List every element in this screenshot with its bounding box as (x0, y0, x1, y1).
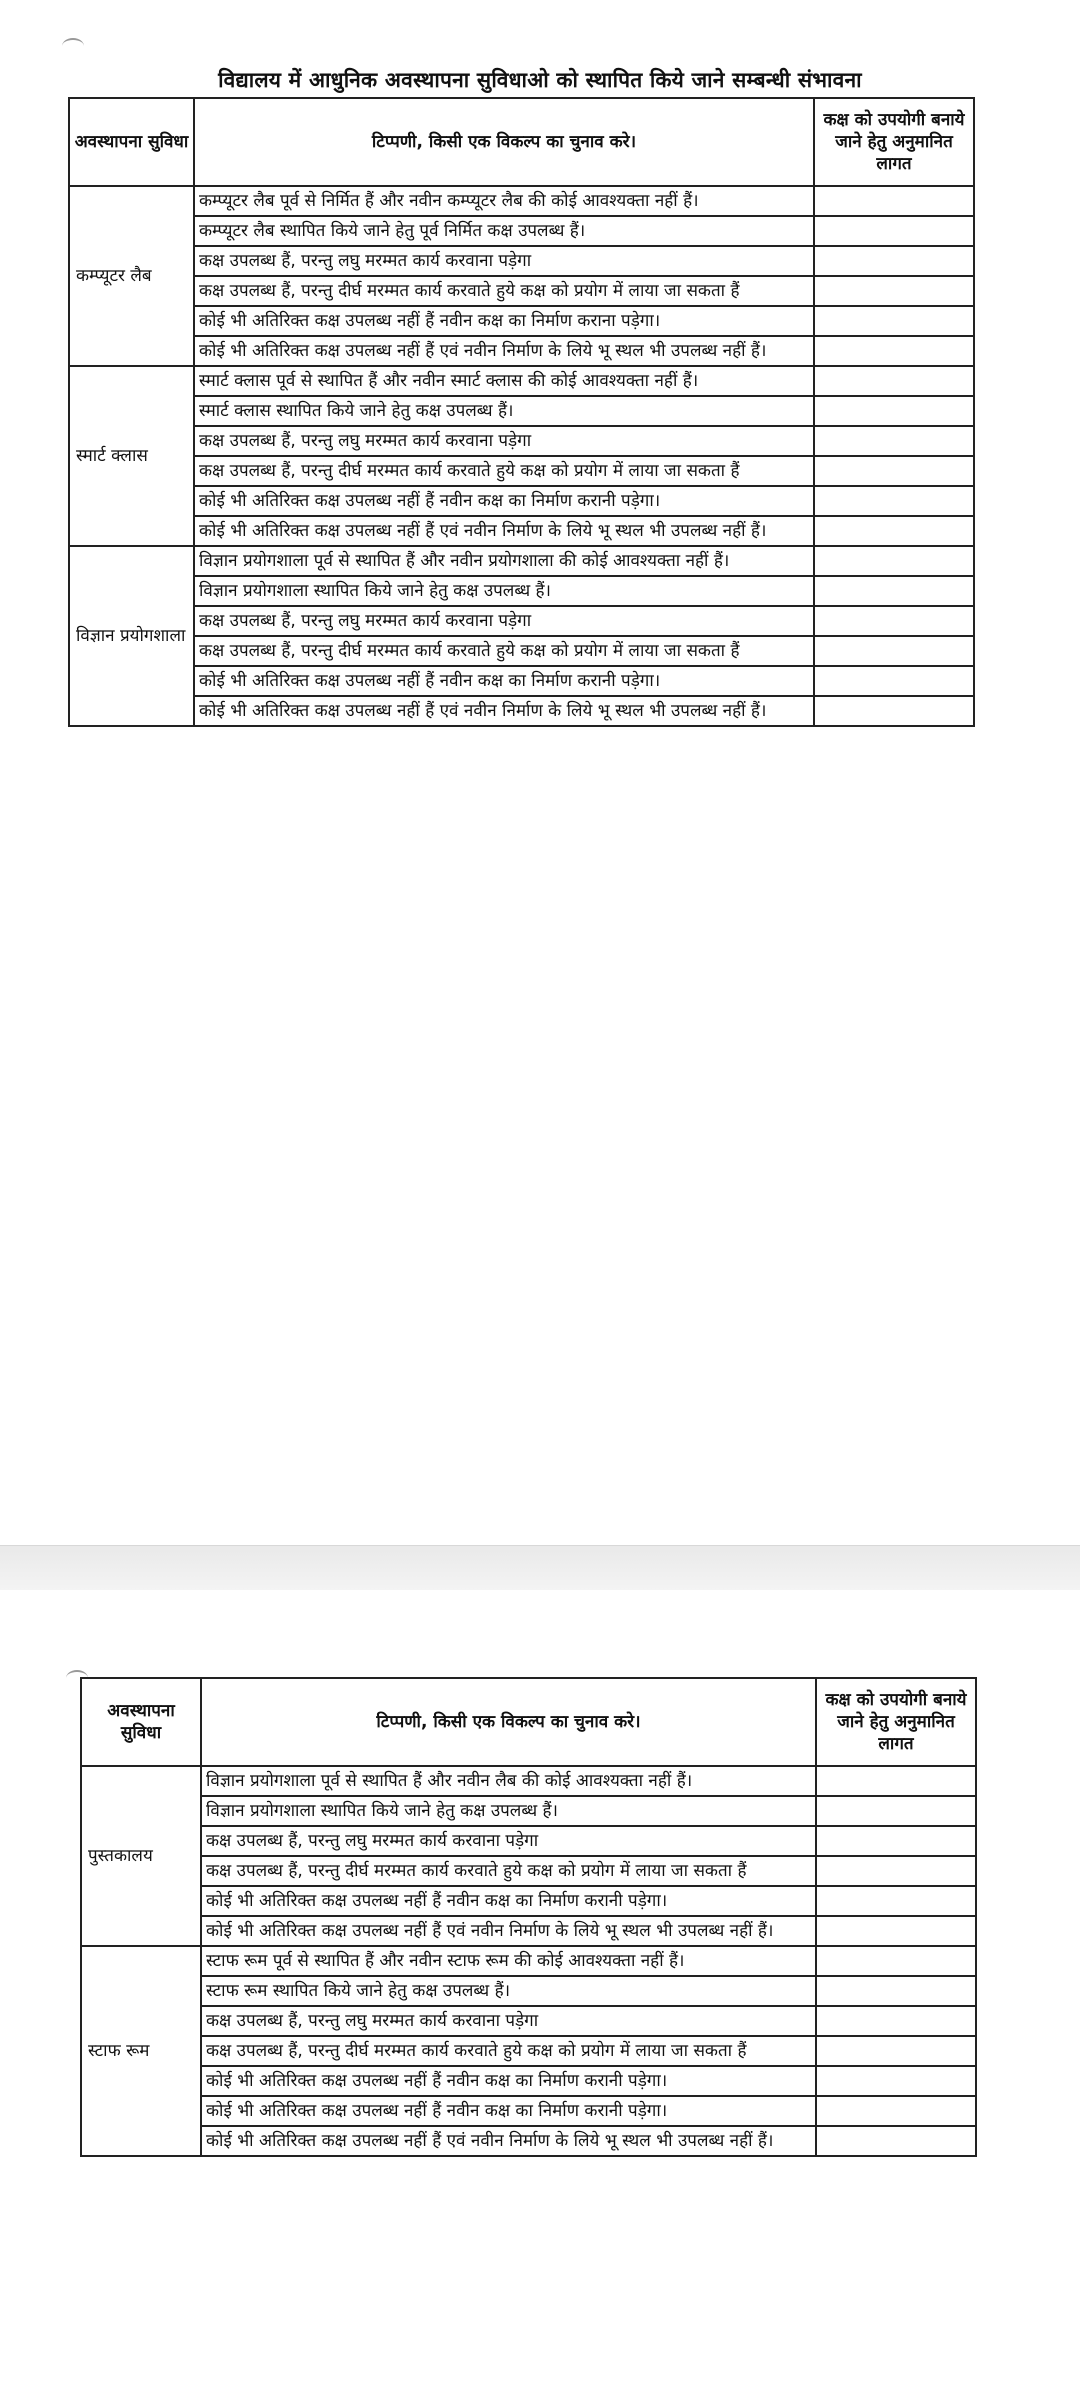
table-header-row (81, 1678, 976, 1766)
table-row (81, 1946, 976, 1976)
option-text[interactable]: कोई भी अतिरिक्त कक्ष उपलब्ध नहीं हैं नवीन कक्ष का निर्माण करानी पड़ेगा। (194, 486, 814, 516)
cost-cell[interactable] (814, 216, 974, 246)
cost-cell[interactable] (816, 1886, 976, 1916)
table-row (81, 1796, 976, 1826)
cost-cell[interactable] (814, 516, 974, 546)
cost-cell[interactable] (816, 1976, 976, 2006)
cost-cell[interactable] (816, 2036, 976, 2066)
page-separator (0, 1545, 1080, 1592)
table-row (81, 2066, 976, 2096)
table-row (69, 276, 974, 306)
cost-cell[interactable] (814, 396, 974, 426)
cost-cell[interactable] (816, 1916, 976, 1946)
table-row (69, 426, 974, 456)
facility-name: कम्प्यूटर लैब (69, 186, 194, 366)
cost-cell[interactable] (814, 276, 974, 306)
option-text[interactable]: कक्ष उपलब्ध हैं, परन्तु लघु मरम्मत कार्य करवाना पड़ेगा (194, 246, 814, 276)
cost-cell[interactable] (816, 2126, 976, 2156)
cost-cell[interactable] (814, 666, 974, 696)
table-row (69, 246, 974, 276)
cost-cell[interactable] (816, 1826, 976, 1856)
document-page-2 (0, 1590, 1080, 2400)
header-cost: कक्ष को उपयोगी बनाये जाने हेतु अनुमानित लागत (814, 98, 974, 186)
option-text[interactable]: कोई भी अतिरिक्त कक्ष उपलब्ध नहीं हैं एवं नवीन निर्माण के लिये भू स्थल भी उपलब्ध नहीं हैं। (201, 2126, 816, 2156)
option-text[interactable]: स्मार्ट क्लास पूर्व से स्थापित हैं और नवीन स्मार्ट क्लास की कोई आवश्यक्ता नहीं हैं। (194, 366, 814, 396)
table-row (69, 696, 974, 726)
option-text[interactable]: कक्ष उपलब्ध हैं, परन्तु लघु मरम्मत कार्य करवाना पड़ेगा (194, 606, 814, 636)
cost-cell[interactable] (816, 1946, 976, 1976)
cost-cell[interactable] (814, 606, 974, 636)
table-row (81, 1766, 976, 1796)
option-text[interactable]: कोई भी अतिरिक्त कक्ष उपलब्ध नहीं हैं एवं नवीन निर्माण के लिये भू स्थल भी उपलब्ध नहीं हैं। (194, 516, 814, 546)
table-row (81, 1856, 976, 1886)
option-text[interactable]: कोई भी अतिरिक्त कक्ष उपलब्ध नहीं हैं नवीन कक्ष का निर्माण करानी पड़ेगा। (201, 2096, 816, 2126)
option-text[interactable]: विज्ञान प्रयोगशाला स्थापित किये जाने हेतु कक्ष उपलब्ध हैं। (194, 576, 814, 606)
facility-name: स्मार्ट क्लास (69, 366, 194, 546)
cost-cell[interactable] (814, 546, 974, 576)
cost-cell[interactable] (816, 1856, 976, 1886)
option-text[interactable]: कक्ष उपलब्ध हैं, परन्तु दीर्घ मरम्मत कार्य करवाते हुये कक्ष को प्रयोग में लाया जा सकता हैं (194, 636, 814, 666)
cost-cell[interactable] (814, 306, 974, 336)
option-text[interactable]: विज्ञान प्रयोगशाला पूर्व से स्थापित हैं और नवीन प्रयोगशाला की कोई आवश्यक्ता नहीं हैं। (194, 546, 814, 576)
option-text[interactable]: विज्ञान प्रयोगशाला स्थापित किये जाने हेतु कक्ष उपलब्ध हैं। (201, 1796, 816, 1826)
option-text[interactable]: कक्ष उपलब्ध हैं, परन्तु लघु मरम्मत कार्य करवाना पड़ेगा (194, 426, 814, 456)
option-text[interactable]: स्टाफ रूम स्थापित किये जाने हेतु कक्ष उपलब्ध हैं। (201, 1976, 816, 2006)
cost-cell[interactable] (816, 2096, 976, 2126)
document-title: विद्यालय में आधुनिक अवस्थापना सुविधाओ को स्थापित किये जाने सम्बन्धी संभावना (218, 68, 862, 92)
scan-mark (62, 38, 84, 54)
table-row (69, 516, 974, 546)
table-row (69, 336, 974, 366)
cost-cell[interactable] (816, 2006, 976, 2036)
option-text[interactable]: कम्प्यूटर लैब स्थापित किये जाने हेतु पूर्व निर्मित कक्ष उपलब्ध हैं। (194, 216, 814, 246)
option-text[interactable]: कोई भी अतिरिक्त कक्ष उपलब्ध नहीं हैं एवं नवीन निर्माण के लिये भू स्थल भी उपलब्ध नहीं हैं। (194, 336, 814, 366)
cost-cell[interactable] (814, 336, 974, 366)
table-row (81, 1916, 976, 1946)
table-row (69, 606, 974, 636)
cost-cell[interactable] (814, 636, 974, 666)
cost-cell[interactable] (814, 576, 974, 606)
cost-cell[interactable] (814, 456, 974, 486)
table-row (81, 2036, 976, 2066)
cost-cell[interactable] (814, 366, 974, 396)
cost-cell[interactable] (816, 2066, 976, 2096)
header-comment: टिप्पणी, किसी एक विकल्प का चुनाव करे। (194, 98, 814, 186)
option-text[interactable]: कोई भी अतिरिक्त कक्ष उपलब्ध नहीं हैं नवीन कक्ष का निर्माण करानी पड़ेगा। (201, 1886, 816, 1916)
table-row (69, 456, 974, 486)
table-row (69, 396, 974, 426)
facility-name: स्टाफ रूम (81, 1946, 201, 2156)
option-text[interactable]: कक्ष उपलब्ध हैं, परन्तु दीर्घ मरम्मत कार्य करवाते हुये कक्ष को प्रयोग में लाया जा सकता हैं (201, 1856, 816, 1886)
facility-table-1 (68, 97, 975, 727)
table-header-row (69, 98, 974, 186)
facility-name: पुस्तकालय (81, 1766, 201, 1946)
table-row (69, 636, 974, 666)
option-text[interactable]: कक्ष उपलब्ध हैं, परन्तु लघु मरम्मत कार्य करवाना पड़ेगा (201, 2006, 816, 2036)
header-cost: कक्ष को उपयोगी बनाये जाने हेतु अनुमानित लागत (816, 1678, 976, 1766)
option-text[interactable]: कक्ष उपलब्ध हैं, परन्तु दीर्घ मरम्मत कार्य करवाते हुये कक्ष को प्रयोग में लाया जा सकता हैं (201, 2036, 816, 2066)
table-row (81, 2126, 976, 2156)
cost-cell[interactable] (814, 486, 974, 516)
table-row (69, 366, 974, 396)
cost-cell[interactable] (816, 1766, 976, 1796)
option-text[interactable]: कोई भी अतिरिक्त कक्ष उपलब्ध नहीं हैं नवीन कक्ष का निर्माण करानी पड़ेगा। (201, 2066, 816, 2096)
cost-cell[interactable] (814, 696, 974, 726)
option-text[interactable]: स्टाफ रूम पूर्व से स्थापित हैं और नवीन स्टाफ रूम की कोई आवश्यक्ता नहीं हैं। (201, 1946, 816, 1976)
option-text[interactable]: कोई भी अतिरिक्त कक्ष उपलब्ध नहीं हैं एवं नवीन निर्माण के लिये भू स्थल भी उपलब्ध नहीं हैं। (194, 696, 814, 726)
cost-cell[interactable] (814, 426, 974, 456)
option-text[interactable]: विज्ञान प्रयोगशाला पूर्व से स्थापित हैं और नवीन लैब की कोई आवश्यक्ता नहीं हैं। (201, 1766, 816, 1796)
table-row (81, 1886, 976, 1916)
option-text[interactable]: कोई भी अतिरिक्त कक्ष उपलब्ध नहीं हैं नवीन कक्ष का निर्माण करानी पड़ेगा। (194, 666, 814, 696)
option-text[interactable]: कोई भी अतिरिक्त कक्ष उपलब्ध नहीं हैं नवीन कक्ष का निर्माण कराना पड़ेगा। (194, 306, 814, 336)
header-facility: अवस्थापना सुविधा (81, 1678, 201, 1766)
table-row (81, 1976, 976, 2006)
option-text[interactable]: कक्ष उपलब्ध हैं, परन्तु दीर्घ मरम्मत कार्य करवाते हुये कक्ष को प्रयोग में लाया जा सकता हैं (194, 276, 814, 306)
facility-table-2 (80, 1677, 977, 2157)
table-row (69, 486, 974, 516)
option-text[interactable]: स्मार्ट क्लास स्थापित किये जाने हेतु कक्ष उपलब्ध हैं। (194, 396, 814, 426)
cost-cell[interactable] (814, 246, 974, 276)
option-text[interactable]: कक्ष उपलब्ध हैं, परन्तु लघु मरम्मत कार्य करवाना पड़ेगा (201, 1826, 816, 1856)
table-row (69, 306, 974, 336)
table-row (69, 666, 974, 696)
facility-name: विज्ञान प्रयोगशाला (69, 546, 194, 726)
table-row (69, 186, 974, 216)
table-row (69, 546, 974, 576)
table-row (81, 2096, 976, 2126)
table-row (69, 216, 974, 246)
option-text[interactable]: कक्ष उपलब्ध हैं, परन्तु दीर्घ मरम्मत कार्य करवाते हुये कक्ष को प्रयोग में लाया जा सकता हैं (194, 456, 814, 486)
option-text[interactable]: कोई भी अतिरिक्त कक्ष उपलब्ध नहीं हैं एवं नवीन निर्माण के लिये भू स्थल भी उपलब्ध नहीं हैं। (201, 1916, 816, 1946)
cost-cell[interactable] (816, 1796, 976, 1826)
header-facility: अवस्थापना सुविधा (69, 98, 194, 186)
option-text[interactable]: कम्प्यूटर लैब पूर्व से निर्मित हैं और नवीन कम्प्यूटर लैब की कोई आवश्यक्ता नहीं हैं। (194, 186, 814, 216)
cost-cell[interactable] (814, 186, 974, 216)
header-comment: टिप्पणी, किसी एक विकल्प का चुनाव करे। (201, 1678, 816, 1766)
table-row (81, 1826, 976, 1856)
table-row (81, 2006, 976, 2036)
table-row (69, 576, 974, 606)
